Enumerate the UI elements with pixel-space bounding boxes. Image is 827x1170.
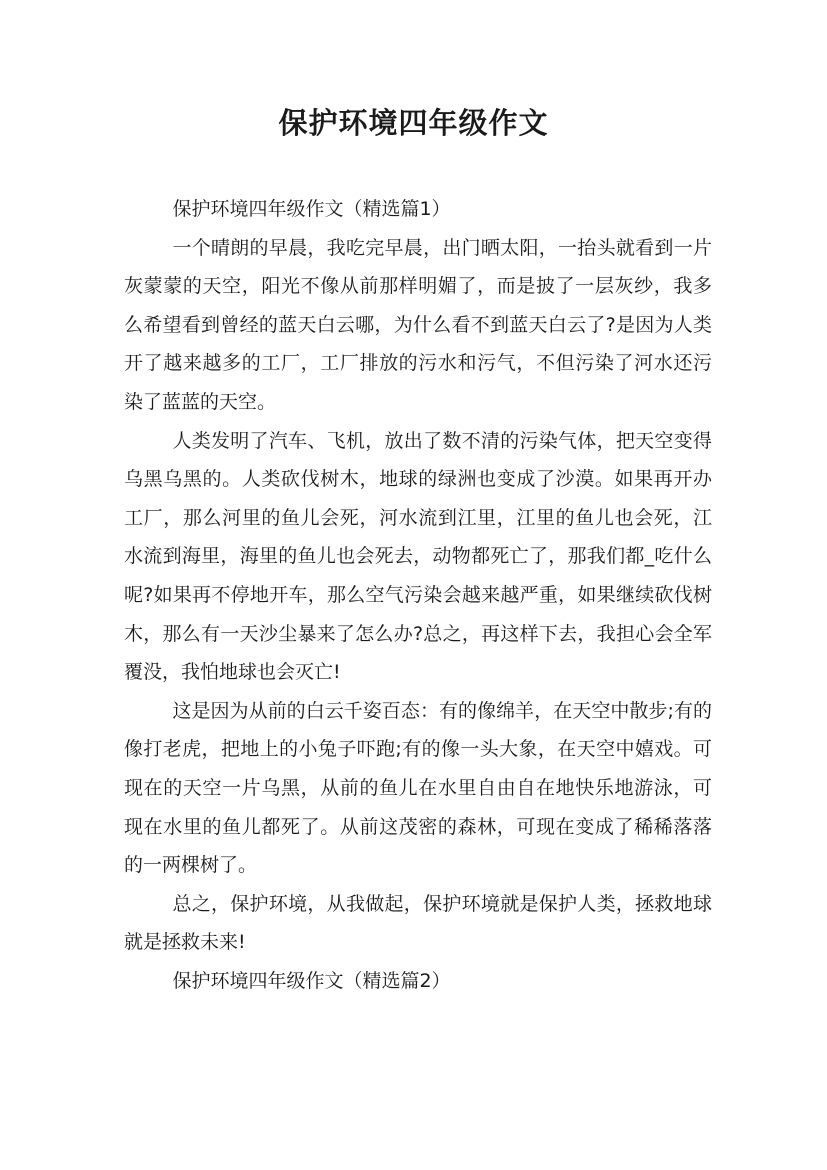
body-paragraph: 一个晴朗的早晨，我吃完早晨，出门晒太阳，一抬头就看到一片灰蒙蒙的天空，阳光不像从前那样明媚了，而是披了一层灰纱，我多么希望看到曾经的蓝天白云哪，为什么看不到蓝天白云了?是因为人类开了越来越多的工厂，工厂排放的污水和污气，不但污染了河水还污染了蓝蓝的天空。 <box>124 236 712 413</box>
section-heading: 保护环境四年级作文（精选篇2） <box>172 969 451 992</box>
document-title: 保护环境四年级作文 <box>278 106 549 140</box>
section-heading: 保护环境四年级作文（精选篇1） <box>172 198 451 220</box>
body-paragraph: 这是因为从前的白云千姿百态：有的像绵羊，在天空中散步;有的像打老虎，把地上的小兔子吓跑;有的像一头大象，在天空中嬉戏。可现在的天空一片乌黑，从前的鱼儿在水里自由自在地快乐地游泳，可现在水里的鱼儿都死了。从前这茂密的森林，可现在变成了稀稀落落的一两棵树了。 <box>124 699 712 877</box>
document-body <box>124 190 712 1000</box>
body-paragraph: 总之，保护环境，从我做起，保护环境就是保护人类，拯救地球就是拯救未来! <box>124 892 712 954</box>
body-paragraph: 人类发明了汽车、飞机，放出了数不清的污染气体，把天空变得乌黑乌黑的。人类砍伐树木，地球的绿洲也变成了沙漠。如果再开办工厂，那么河里的鱼儿会死，河水流到江里，江里的鱼儿也会死，江水流到海里，海里的鱼儿也会死去，动物都死亡了，那我们都_吃什么呢?如果再不停地开车，那么空气污染会越来越严重，如果继续砍伐树木，那么有一天沙尘暴来了怎么办?总之，再这样下去，我担心会全军覆没，我怕地球也会灭亡! <box>124 429 712 684</box>
